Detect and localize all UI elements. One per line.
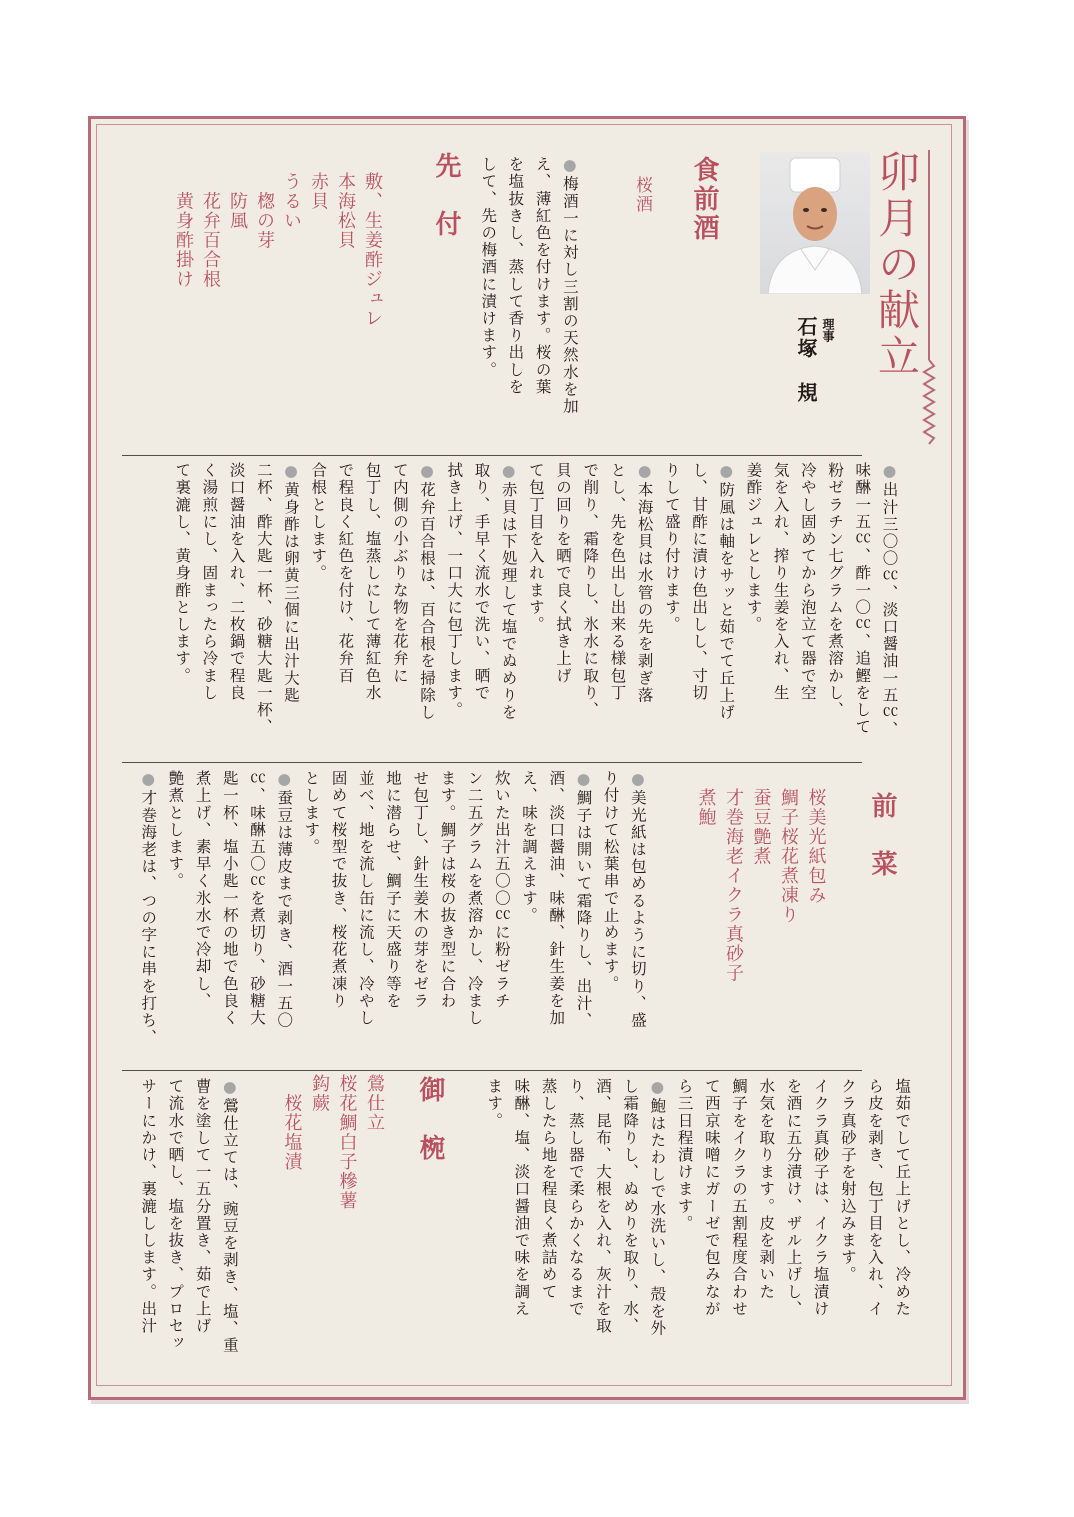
note-line: ます。	[485, 1078, 504, 1130]
note-line: ら皮を剥き、包丁目を入れ、イ	[866, 1078, 885, 1318]
note-line: 合根とします。	[309, 462, 328, 582]
note-line: 赤貝は下処理して塩でぬめりを	[499, 481, 518, 722]
note-line: て流水で晒し、塩を抜き、プロセッ	[166, 1078, 185, 1352]
note-line: 鯛子をイクラの五割程度合わせ	[730, 1078, 749, 1318]
note-line: 才巻海老は、つの字に串を打ち、	[139, 789, 158, 1047]
zensai-menu: 桜美光紙包み 鯛子桜花煮凍り 蚕豆艶煮 才巻海老イクラ真砂子 煮鮑	[695, 788, 827, 983]
bullet-dot: ●	[220, 1078, 239, 1098]
bullet-dot: ●	[282, 462, 301, 482]
chef-name: 石塚 規	[794, 316, 818, 404]
note-line: 地に潜らせ、鯛子に天盛り等を	[384, 770, 403, 1010]
bullet-dot: ●	[275, 770, 294, 790]
note-line: クラ真砂子を射込みます。	[838, 1078, 857, 1284]
zensai-notes-cont	[480, 1078, 915, 1337]
sakizuke-notes	[168, 462, 902, 738]
bullet-dot: ●	[418, 462, 437, 482]
note-line: 並べ、地を流し缶に流し、冷やし	[356, 770, 375, 1027]
note-line: り付けて松葉串で止めます。	[601, 770, 620, 993]
note-line: 匙一杯、塩小匙一杯の地で色良く	[220, 770, 239, 1027]
page-title: 卯月の献立	[872, 150, 921, 380]
note-line: せ包丁し、針生姜木の芽をゼラ	[411, 770, 430, 1010]
note-line: ㏄、味醂五〇㏄を煮切り、砂糖大	[248, 770, 267, 1027]
note-line: 艶煮とします。	[166, 770, 185, 890]
divider-3	[122, 1070, 862, 1071]
note-line: 防風は軸をサッと茹でて丘上げ	[717, 481, 736, 722]
note-line: 鮑はたわしで水洗いし、殻を外	[648, 1097, 667, 1338]
note-line: 包丁し、塩蒸しにして薄紅色水	[363, 462, 382, 702]
note-line: 鯛子は開いて霜降りし、出汁、	[574, 789, 593, 1030]
title-divider	[928, 150, 930, 360]
note-line: 姜酢ジュレとします。	[744, 462, 763, 633]
note-line: し霜降りし、ぬめりを取り、水、	[621, 1078, 640, 1335]
note-line: 味醂一五㏄、酢一〇㏄、追鰹をして	[853, 462, 872, 736]
note-line: 出汁三〇〇㏄、淡口醤油一五㏄、	[880, 481, 899, 739]
heading-zensai: 前 菜	[867, 792, 897, 879]
zigzag-ornament	[922, 360, 936, 450]
chef-photo	[760, 152, 870, 294]
bullet-dot: ●	[880, 462, 899, 482]
note-line: え、味を調えます。	[520, 770, 539, 924]
note-line: 酒、昆布、大根を入れ、灰汁を取	[594, 1078, 613, 1335]
note-line: サーにかけ、裏漉しします。出汁	[139, 1078, 158, 1335]
note-line: 炊いた出汁五〇〇㏄に粉ゼラチ	[492, 770, 511, 1010]
bullet-dot: ●	[139, 770, 158, 790]
heading-sakizuke: 先 付	[431, 152, 461, 239]
note-line: く湯煎にし、固まったら冷まし	[200, 462, 219, 702]
note-line: し、甘酢に漬け色出しし、寸切	[690, 462, 709, 702]
note-line: りして盛り付けます。	[662, 462, 681, 633]
note-line: とし、先を色出し出来る様包丁	[608, 462, 627, 702]
note-line: 貝の回りを晒で良く拭き上げ	[554, 462, 573, 685]
bullet-dot: ●	[635, 462, 654, 482]
zensai-notes	[134, 770, 651, 1046]
note-line: イクラ真砂子は、イクラ塩漬け	[811, 1078, 830, 1318]
note-line: 気を入れ、搾り生姜を入れ、生	[771, 462, 790, 702]
note-line: ます。鯛子は桜の抜き型に合わ	[438, 770, 457, 1010]
note-line: 味醂、塩、淡口醤油で味を調え	[512, 1078, 531, 1318]
note-line: 蚕豆は薄皮まで剥き、酒一五〇	[275, 789, 294, 1030]
note-line: て内側の小ぶりな物を花弁に	[390, 462, 409, 685]
owan-notes	[134, 1078, 243, 1354]
note-line: 花弁百合根は、百合根を掃除し	[418, 481, 437, 722]
note-line: 蒸したら地を程良く煮詰めて	[539, 1078, 558, 1301]
note-line: て包丁目を入れます。	[526, 462, 545, 633]
note-line: 黄身酢は卵黄三個に出汁大匙	[282, 481, 301, 704]
note-line: 淡口醤油を入れ、二枚鍋で程良	[227, 462, 246, 702]
divider-2	[122, 762, 862, 763]
divider-1	[122, 455, 862, 456]
bullet-dot: ●	[717, 462, 736, 482]
note-line: 本海松貝は水管の先を剥ぎ落	[635, 481, 654, 704]
note-line: 煮上げ、素早く氷水で冷却し、	[193, 770, 212, 1010]
note-line: 曹を塗して一五分置き、茹で上げ	[193, 1078, 212, 1335]
note-line: て裏漉し、黄身酢とします。	[173, 462, 192, 685]
bullet-dot: ●	[574, 770, 593, 790]
shokuzenshu-menu-item: 桜酒	[632, 176, 652, 214]
note-line: り、蒸し器で柔らかくなるまで	[566, 1078, 585, 1318]
heading-owan: 御 椀	[415, 1076, 445, 1163]
note-line: 粉ゼラチン七グラムを煮溶かし、	[826, 462, 845, 719]
note-line: 水気を取ります。皮を剥いた	[757, 1078, 776, 1301]
bullet-dot: ●	[499, 462, 518, 482]
note-line: を酒に五分漬け、ザル上げし、	[784, 1078, 803, 1318]
note-line: 塩茹でして丘上げとし、冷めた	[893, 1078, 912, 1318]
note-line: で程良く紅色を付け、花弁百	[336, 462, 355, 685]
note-line: とします。	[302, 770, 321, 856]
note-line: で削り、霜降りし、氷水に取り、	[581, 462, 600, 719]
bullet-dot: ●	[648, 1078, 667, 1098]
note-line: て西京味噌にガーゼで包みなが	[702, 1078, 721, 1318]
shokuzenshu-notes: ●梅酒一に対し三割の天然水を加 え、薄紅色を付けます。桜の葉 を塩抜きし、蒸して香り出しを して、先の梅酒に漬けます。	[479, 156, 579, 416]
note-line: 鶯仕立ては、豌豆を剥き、塩、重	[220, 1097, 239, 1355]
note-line: 二杯、酢大匙一杯、砂糖大匙一杯、	[254, 462, 273, 736]
sakizuke-menu: 敷、生姜酢ジュレ 本海松貝 赤貝 うるい 楤の芽 防風 花弁百合根 黄身酢掛け	[173, 172, 383, 328]
note-line: 取り、手早く流水で洗い、晒で	[472, 462, 491, 702]
note-line: 固めて桜型で抜き、桜花煮凍り	[329, 770, 348, 1010]
owan-menu: 鶯仕立 桜花鯛白子糝薯 鈎蕨 桜花塩漬	[281, 1074, 385, 1211]
chef-role: 理事	[821, 318, 835, 342]
bullet-dot: ●	[628, 770, 647, 790]
note-line: ら三日程漬けます。	[675, 1078, 694, 1232]
note-line: 酒、淡口醤油、味醂、針生姜を加	[547, 770, 566, 1027]
note-line: ン二五グラムを煮溶かし、冷まし	[465, 770, 484, 1027]
note-line: 拭き上げ、一口大に包丁します。	[445, 462, 464, 719]
note-line: 冷やし固めてから泡立て器で空	[798, 462, 817, 702]
bullet-dot: ●	[560, 156, 579, 176]
note-line: 美光紙は包めるように切り、盛	[628, 789, 647, 1030]
heading-shokuzenshu: 食前酒	[689, 156, 719, 243]
